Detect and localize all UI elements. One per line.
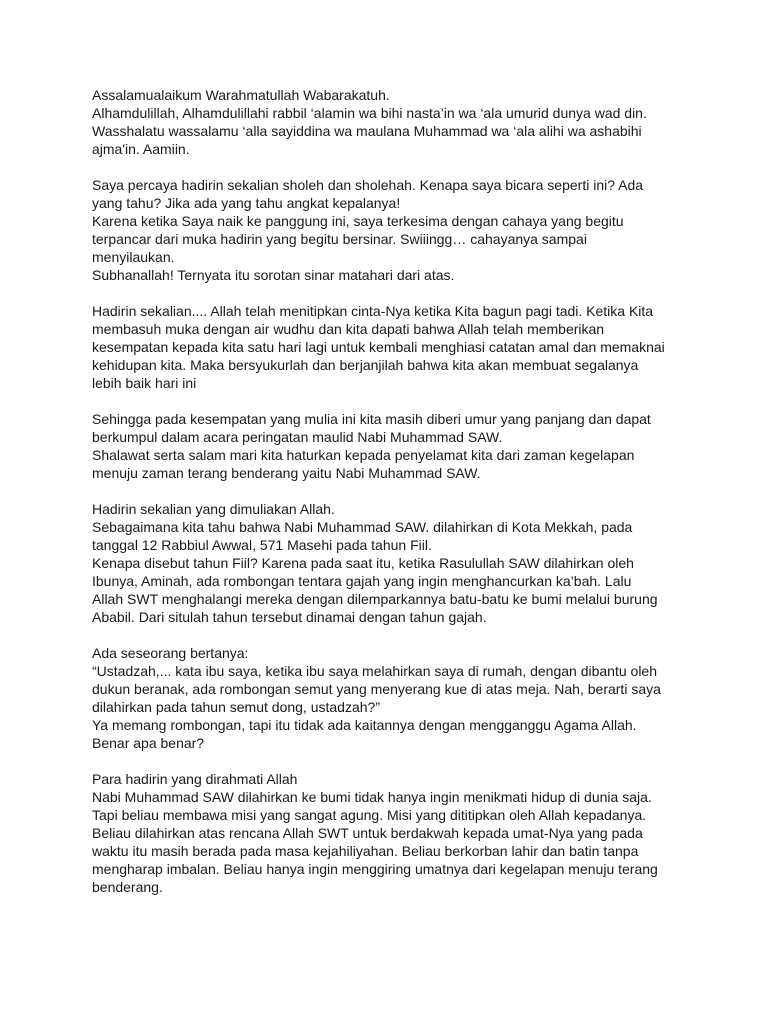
text-line: Ya memang rombongan, tapi itu tidak ada kaitannya dengan mengganggu Agama Allah. — [92, 717, 637, 733]
text-line: dilahirkan pada tahun semut dong, ustadzah?” — [92, 699, 380, 715]
text-line: Hadirin sekalian.... Allah telah menitipkan cinta-Nya ketika Kita bagun pagi tadi. Ketika Kita — [92, 303, 654, 319]
paragraph-year-of-elephant — [92, 500, 692, 626]
text-line: Shalawat serta salam mari kita haturkan kepada penyelamat kita dari zaman kegelapan — [92, 447, 635, 463]
text-line: waktu itu masih berada pada masa kejahiliyahan. Beliau berkorban lahir dan batin tanpa — [92, 843, 639, 859]
text-line: Ababil. Dari situlah tahun tersebut dinamai dengan tahun gajah. — [92, 609, 487, 625]
text-line: Assalamualaikum Warahmatullah Wabarakatuh. — [92, 87, 390, 103]
paragraph-gratitude — [92, 302, 692, 392]
text-line: tanggal 12 Rabbiul Awwal, 571 Masehi pada tahun Fiil. — [92, 537, 432, 553]
text-line: Ibunya, Aminah, ada rombongan tentara gajah yang ingin menghancurkan ka’bah. Lalu — [92, 573, 632, 589]
text-line: Tapi beliau membawa misi yang sangat agung. Misi yang dititipkan oleh Allah kepadanya. — [92, 807, 647, 823]
text-line: Kenapa disebut tahun Fiil? Karena pada saat itu, ketika Rasulullah SAW dilahirkan oleh — [92, 555, 634, 571]
text-line: terpancar dari muka hadirin yang begitu bersinar. Swiiingg… cahayanya sampai — [92, 231, 587, 247]
text-line: lebih baik hari ini — [92, 375, 197, 391]
text-line: Para hadirin yang dirahmati Allah — [92, 771, 298, 787]
text-line: membasuh muka dengan air wudhu dan kita dapati bahwa Allah telah memberikan — [92, 321, 605, 337]
text-line: Nabi Muhammad SAW dilahirkan ke bumi tidak hanya ingin menikmati hidup di dunia saja. — [92, 789, 652, 805]
text-line: Karena ketika Saya naik ke panggung ini, saya terkesima dengan cahaya yang begitu — [92, 213, 624, 229]
text-line: Beliau dilahirkan atas rencana Allah SWT untuk berdakwah kepada umat-Nya yang pada — [92, 825, 643, 841]
text-line: Hadirin sekalian yang dimuliakan Allah. — [92, 501, 335, 517]
text-line: berkumpul dalam acara peringatan maulid Nabi Muhammad SAW. — [92, 429, 503, 445]
text-line: ajma'in. Aamiin. — [92, 141, 190, 157]
text-line: Sebagaimana kita tahu bahwa Nabi Muhammad SAW. dilahirkan di Kota Mekkah, pada — [92, 519, 633, 535]
text-line: mengharap imbalan. Beliau hanya ingin menggiring umatnya dari kegelapan menuju terang — [92, 861, 658, 877]
text-line: “Ustadzah,... kata ibu saya, ketika ibu saya melahirkan saya di rumah, dengan dibantu oleh — [92, 663, 657, 679]
text-line: Subhanallah! Ternyata itu sorotan sinar matahari dari atas. — [92, 267, 455, 283]
text-line: benderang. — [92, 879, 163, 895]
text-line: Ada seseorang bertanya: — [92, 645, 249, 661]
paragraph-opening-greeting — [92, 86, 692, 158]
text-line: Wasshalatu wassalamu ‘alla sayiddina wa maulana Muhammad wa ‘ala alihi wa ashabihi — [92, 123, 642, 139]
text-line: Benar apa benar? — [92, 735, 205, 751]
text-line: Alhamdulillah, Alhamdulillahi rabbil ‘alamin wa bihi nasta’in wa ‘ala umurid dunya wad din. — [92, 105, 647, 121]
paragraph-prophet-mission — [92, 770, 692, 896]
text-line: yang tahu? Jika ada yang tahu angkat kepalanya! — [92, 195, 401, 211]
document-page — [92, 86, 692, 896]
paragraph-question-anecdote — [92, 644, 692, 752]
text-line: dukun beranak, ada rombongan semut yang menyerang kue di atas meja. Nah, berarti saya — [92, 681, 661, 697]
text-line: Allah SWT menghalangi mereka dengan dilemparkannya batu-batu ke bumi melalui burung — [92, 591, 658, 607]
text-line: kesempatan kepada kita satu hari lagi untuk kembali menghiasi catatan amal dan memaknai — [92, 339, 665, 355]
paragraph-maulid-occasion — [92, 410, 692, 482]
text-line: Sehingga pada kesempatan yang mulia ini kita masih diberi umur yang panjang dan dapat — [92, 411, 651, 427]
text-line: kehidupan kita. Maka bersyukurlah dan berjanjilah bahwa kita akan membuat segalanya — [92, 357, 639, 373]
text-line: Saya percaya hadirin sekalian sholeh dan sholehah. Kenapa saya bicara seperti ini? Ada — [92, 177, 644, 193]
text-line: menuju zaman terang benderang yaitu Nabi Muhammad SAW. — [92, 465, 481, 481]
paragraph-audience-joke — [92, 176, 692, 284]
text-line: menyilaukan. — [92, 249, 175, 265]
